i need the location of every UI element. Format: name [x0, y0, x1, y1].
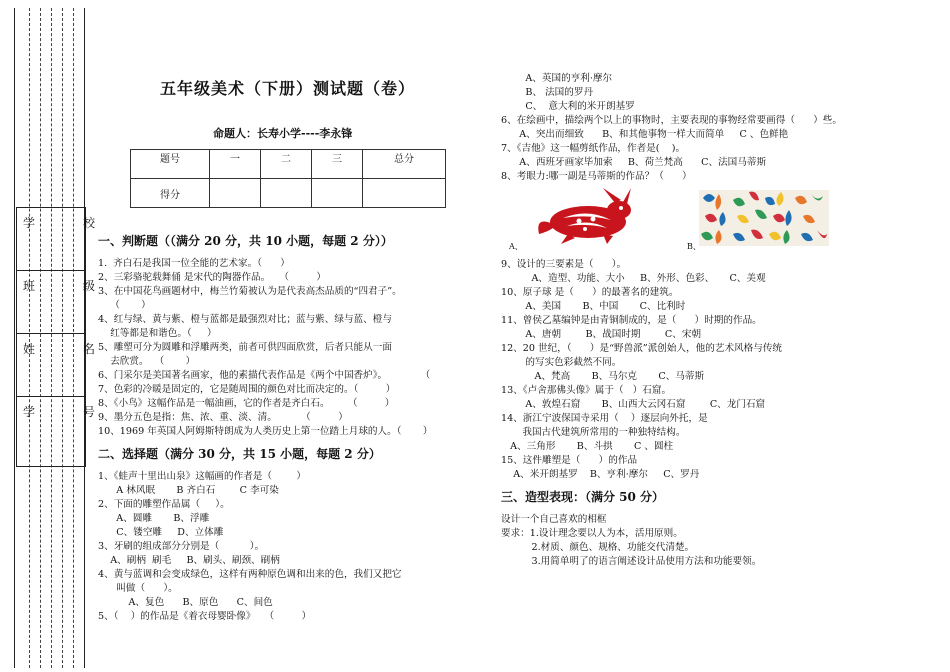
task-line: 3.用简单明了的语言阐述设计品使用方法和功能要领。: [501, 556, 762, 567]
question-line: A、米开朗基罗 B、亨利·摩尔 C、罗丹: [501, 469, 700, 480]
author-line: 命题人：长寿小学----李永锋: [213, 127, 353, 140]
question-line: 7、《吉他》这一幅剪纸作品，作者是( )。: [501, 143, 686, 154]
question-line: C、 意大利的米开朗基罗: [501, 101, 635, 112]
image-a-label: A、: [509, 242, 523, 251]
name-field[interactable]: [17, 334, 114, 397]
question-line: A、刷柄 刷毛 B、刷头、刷颈、刷柄: [98, 555, 280, 566]
school-label: 学 校: [23, 216, 114, 230]
matisse-cutout-image[interactable]: [699, 190, 829, 246]
name-label: 姓 名: [23, 342, 114, 356]
school-field[interactable]: [17, 208, 114, 271]
score-header-cell: 三: [312, 150, 363, 179]
student-info-box: [16, 207, 114, 467]
question-line: A、突出而细致 B、和其他事物一样大而简单 C 、色鲜艳: [501, 129, 789, 140]
choice-questions-continued: [501, 72, 921, 184]
task-line: 要求：1.设计理念要以人为本，活用原则。: [501, 528, 683, 539]
score-row-label: 得分: [131, 179, 210, 208]
question-line: 13、《卢舍那佛头像》属于（ ）石窟。: [501, 385, 672, 396]
question-line: 1、《蛙声十里出山泉》这幅画的作者是（ ）: [98, 471, 306, 482]
question-line: A、复色 B、原色 C、间色: [98, 597, 273, 608]
question-line: 9、设计的三要素是（ ）。: [501, 259, 627, 270]
question-line: 5、雕塑可分为圆雕和浮雕两类，前者可供四面欣赏，后者只能从一面: [98, 342, 392, 353]
question-line: 11、曾侯乙墓编钟是由青铜制成的，是（ ）时期的作品。: [501, 315, 762, 326]
question-line: 14、浙江宁波保国寺采用（ ）逐层向外托，是: [501, 413, 708, 424]
student-id-field[interactable]: [17, 397, 114, 459]
question-line: 红等都是和谐色。（ ）: [98, 328, 217, 339]
question-line: （ ）: [98, 300, 151, 311]
question-line: 的写实色彩截然不同。: [501, 357, 622, 368]
right-column: [501, 72, 921, 569]
design-task: [501, 513, 921, 569]
score-input-cell[interactable]: [210, 179, 261, 208]
image-b-label: B、: [687, 242, 701, 251]
question-line: 9、墨分五色是指：焦、浓、重、淡、清。 （ ）: [98, 412, 348, 423]
question-line: 2、下面的雕塑作品属（ ）。: [98, 499, 230, 510]
student-id-label: 学 号: [23, 405, 114, 419]
score-header-cell: 一: [210, 150, 261, 179]
question-line: 15、这件雕塑是（ ）的作品: [501, 455, 638, 466]
question-line: 10、1969 年英国人阿姆斯特朗成为人类历史上第一位踏上月球的人。（ ）: [98, 426, 433, 437]
question-line: 12、20 世纪，（ ）是“野兽派”派创始人，他的艺术风格与传统: [501, 343, 783, 354]
question-line: 去欣赏。 （ ）: [98, 356, 196, 367]
task-line: 2.材质、颜色、规格、功能交代清楚。: [501, 542, 695, 553]
question-line: A、美国 B、中国 C、比利时: [501, 301, 686, 312]
question-line: 10、原子球 是（ ）的最著名的建筑。: [501, 287, 679, 298]
question-line: A、梵高 B、马尔克 C、马蒂斯: [501, 371, 705, 382]
question-line: A、英国的亨利·摩尔: [501, 73, 613, 84]
question-line: 4、黄与蓝调和会变成绿色，这样有两种原色调和出来的色，我们又把它: [98, 569, 402, 580]
question-line: 3、在中国花鸟画题材中，梅兰竹菊被认为是代表高杰品质的“四君子”。: [98, 286, 402, 297]
question-line: 8、《小鸟》这幅作品是一幅油画，它的作者是齐白石。 （ ）: [98, 398, 395, 409]
score-header-cell: 总分: [363, 150, 446, 179]
margin-line: [14, 8, 15, 668]
score-input-cell[interactable]: [312, 179, 363, 208]
section-heading: 一、判断题（（满分 20 分，共 10 小题，每题 2 分））: [98, 234, 393, 248]
question-line: A、西班牙画家毕加索 B、荷兰梵高 C、法国马蒂斯: [501, 157, 767, 168]
question-line: 4、红与绿、黄与紫、橙与蓝都是最强烈对比；蓝与紫、绿与蓝、橙与: [98, 314, 392, 325]
score-input-cell[interactable]: [261, 179, 312, 208]
true-false-questions: [98, 257, 488, 439]
score-input-cell[interactable]: [363, 179, 446, 208]
question-line: B、 法国的罗丹: [501, 87, 594, 98]
question-line: 6、在绘画中，描绘两个以上的事物时，主要表现的事物经常要画得（ ）些。: [501, 115, 842, 126]
class-label: 班 级: [23, 279, 114, 293]
question-line: 8、考眼力:哪一副是马蒂斯的作品？（ ）: [501, 171, 692, 182]
papercut-rabbit-image[interactable]: [533, 188, 643, 246]
question-line: A、三角形 B、斗拱 C 、圆柱: [501, 441, 674, 452]
question-line: A、唐朝 B、战国时期 C、宋朝: [501, 329, 702, 340]
question-line: 5、（ ）的作品是《着衣母婴卧像》 （ ）: [98, 611, 312, 622]
score-header-cell: 二: [261, 150, 312, 179]
page-title: 五年级美术（下册）测试题（卷）: [160, 79, 416, 98]
question-line: A、造型、功能、大小 B、外形、色彩、 C、美观: [501, 273, 766, 284]
score-header-cell: 题号: [131, 150, 210, 179]
question-line: 1. 齐白石是我国一位全能的艺术家。（ ）: [98, 258, 290, 269]
task-line: 设计一个自己喜欢的相框: [501, 514, 607, 525]
choice-questions: [98, 470, 488, 624]
question-line: 我国古代建筑所常用的一种独特结构。: [501, 427, 686, 438]
question-line: A、圆雕 B、浮雕: [98, 513, 210, 524]
question-line: A、敦煌石窟 B、山西大云冈石窟 C、龙门石窟: [501, 399, 766, 410]
class-field[interactable]: [17, 271, 114, 334]
left-column: [98, 232, 488, 624]
question-line: 2、三彩骆驼载舞俑 是宋代的陶器作品。 （ ）: [98, 272, 327, 283]
question-line: C、镂空雕 D、立体雕: [98, 527, 224, 538]
choice-questions-continued: [501, 258, 921, 482]
question-line: 6、门采尔是美国著名画家，他的素描代表作品是《两个中国香炉》。 （: [98, 370, 431, 381]
question-line: 7、色彩的冷暖是固定的，它是随周围的颜色对比而决定的。（ ）: [98, 384, 396, 395]
question-line: 叫做（ ）。: [98, 583, 178, 594]
score-table: [130, 149, 446, 208]
section-heading: 三、造型表现：（满分 50 分）: [501, 490, 665, 504]
question-line: A 林风眠 B 齐白石 C 李可染: [98, 485, 279, 496]
section-heading: 二、选择题（满分 30 分，共 15 小题，每题 2 分）: [98, 447, 381, 461]
question-line: 3、牙刷的组成部分分别是（ ）。: [98, 541, 265, 552]
question-8-images: [501, 186, 921, 256]
